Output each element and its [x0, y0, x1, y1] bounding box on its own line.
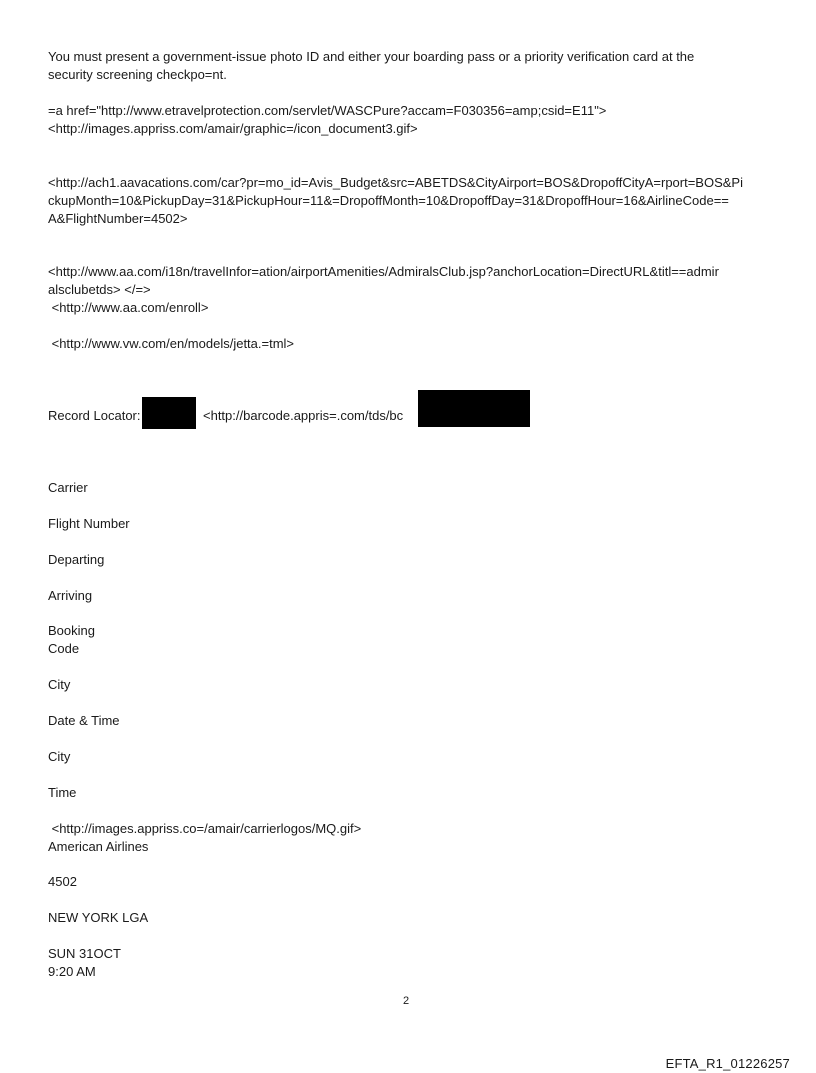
vw-jetta-link[interactable]: <http://www.vw.com/en/models/jetta.=tml>	[48, 336, 295, 351]
redaction-block	[142, 397, 196, 429]
flight-number-label: Flight Number	[48, 516, 130, 531]
flight-number-value: 4502	[48, 874, 77, 889]
page-number: 2	[403, 995, 410, 1007]
departure-datetime-value: SUN 31OCT 9:20 AM	[48, 946, 121, 979]
arriving-label: Arriving	[48, 588, 93, 603]
travel-protection-link[interactable]: =a href="http://www.etravelprotection.com/servlet/WASCPure?accam=F030356=amp;csid=E11"> <http://images.appriss.com/amair/graphic=/icon_document3.gif>	[48, 103, 607, 136]
departure-city-value: NEW YORK LGA	[48, 910, 149, 925]
car-rental-link[interactable]: <http://ach1.aavacations.com/car?pr=mo_id=Avis_Budget&src=ABETDS&CityAirport=BOS&DropoffCityA=rport=BOS&Pi ckupMonth=10&PickupDay=31&PickupHour=11&=DropoffMonth=10&DropoffDay=31&DropoffHour=16&AirlineCode== A&FlightNumber=4502>	[48, 175, 743, 226]
bates-number: EFTA_R1_01226257	[665, 1056, 790, 1071]
carrier-logo-link[interactable]: <http://images.appriss.co=/amair/carrierlogos/MQ.gif> American Airlines	[48, 821, 362, 854]
redaction-block	[418, 390, 530, 427]
record-locator-label: Record Locator:	[48, 408, 141, 423]
time-label: Time	[48, 785, 77, 800]
carrier-label: Carrier	[48, 480, 88, 495]
city-label: City	[48, 749, 71, 764]
departing-label: Departing	[48, 552, 105, 567]
city-label: City	[48, 677, 71, 692]
admirals-club-link[interactable]: <http://www.aa.com/i18n/travelInfor=ation/airportAmenities/AdmiralsClub.jsp?anchorLocation=DirectURL&titl==admir alsclubetds> </=>	[48, 264, 719, 297]
barcode-link[interactable]: <http://barcode.appris=.com/tds/bc	[203, 408, 404, 423]
booking-code-label: Booking Code	[48, 623, 95, 656]
security-notice: You must present a government-issue photo ID and either your boarding pass or a priority verification card at the security screening checkpo=nt.	[48, 49, 695, 82]
date-time-label: Date & Time	[48, 713, 120, 728]
enroll-link[interactable]: <http://www.aa.com/enroll>	[48, 300, 209, 315]
